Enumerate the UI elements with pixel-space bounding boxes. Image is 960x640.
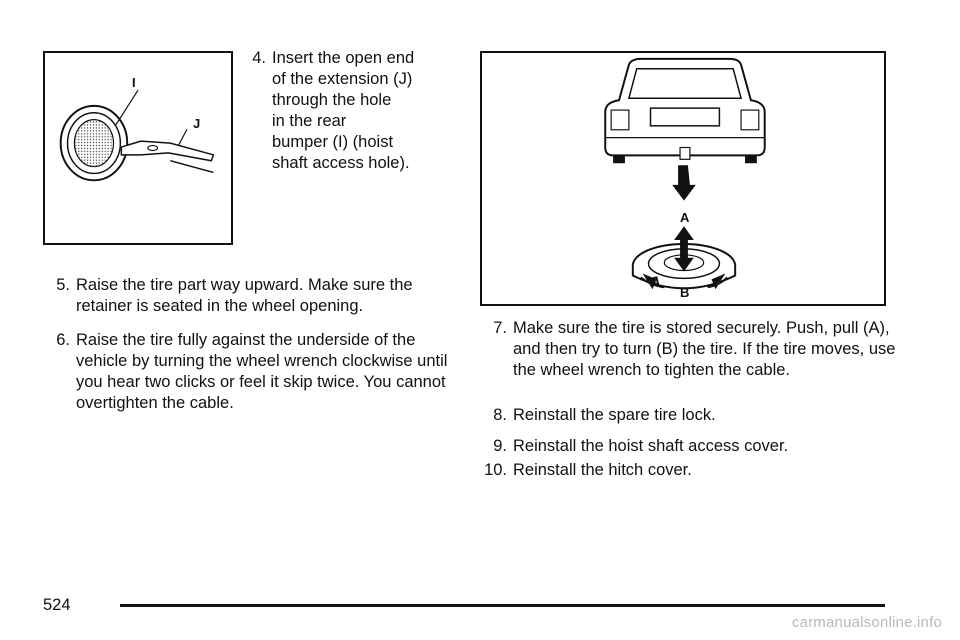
step-text: Reinstall the hoist shaft access cover. bbox=[513, 437, 789, 455]
extension-insert-drawing bbox=[45, 53, 231, 243]
page-number: 524 bbox=[43, 596, 71, 614]
footer-rule bbox=[120, 604, 885, 607]
callout-a: A bbox=[680, 210, 690, 225]
watermark: carmanualsonline.info bbox=[791, 614, 942, 631]
step-number: 10. bbox=[484, 461, 507, 479]
tire-right bbox=[745, 155, 757, 163]
illustration-spare-tire-check bbox=[480, 51, 886, 306]
step-text: Reinstall the hitch cover. bbox=[513, 461, 692, 479]
step-text: Raise the tire part way upward. Make sure the retainer is seated in the wheel opening. bbox=[76, 276, 413, 315]
step-text: Make sure the tire is stored securely. Push, pull (A), and then try to turn (B) the tire. If the tire moves, use the wheel wrench to tighten the cable. bbox=[513, 319, 896, 379]
spare-tire-drawing bbox=[482, 53, 884, 304]
tail-lamp-left bbox=[611, 110, 629, 130]
illustration-extension-insert bbox=[43, 51, 233, 245]
step-number: 6. bbox=[56, 331, 70, 349]
step-number: 5. bbox=[56, 276, 70, 294]
step-number: 4. bbox=[252, 49, 266, 67]
callout-j: J bbox=[193, 116, 201, 131]
leader-i bbox=[115, 90, 138, 125]
down-arrow bbox=[672, 165, 696, 200]
rear-window bbox=[629, 69, 741, 99]
hitch bbox=[680, 147, 690, 159]
step-text: Raise the tire fully against the underside of the vehicle by turning the wheel wrench clockwise until you hear two clicks or feel it skip twice. You cannot overtighten the cable. bbox=[76, 331, 448, 412]
bumper-hole-inner bbox=[74, 120, 113, 167]
step-text: Reinstall the spare tire lock. bbox=[513, 406, 716, 424]
license-plate-recess bbox=[651, 108, 720, 126]
callout-b: B bbox=[680, 285, 690, 300]
step-number: 8. bbox=[493, 406, 507, 424]
tail-lamp-right bbox=[741, 110, 759, 130]
callout-i: I bbox=[132, 75, 136, 90]
step-number: 9. bbox=[493, 437, 507, 455]
leader-j bbox=[178, 129, 187, 146]
step-number: 7. bbox=[493, 319, 507, 337]
extension-tool bbox=[121, 141, 213, 161]
step-text: Insert the open end of the extension (J) through the hole in the rear bumper (I) (hoist shaft access hole). bbox=[272, 49, 415, 172]
tire-left bbox=[613, 155, 625, 163]
